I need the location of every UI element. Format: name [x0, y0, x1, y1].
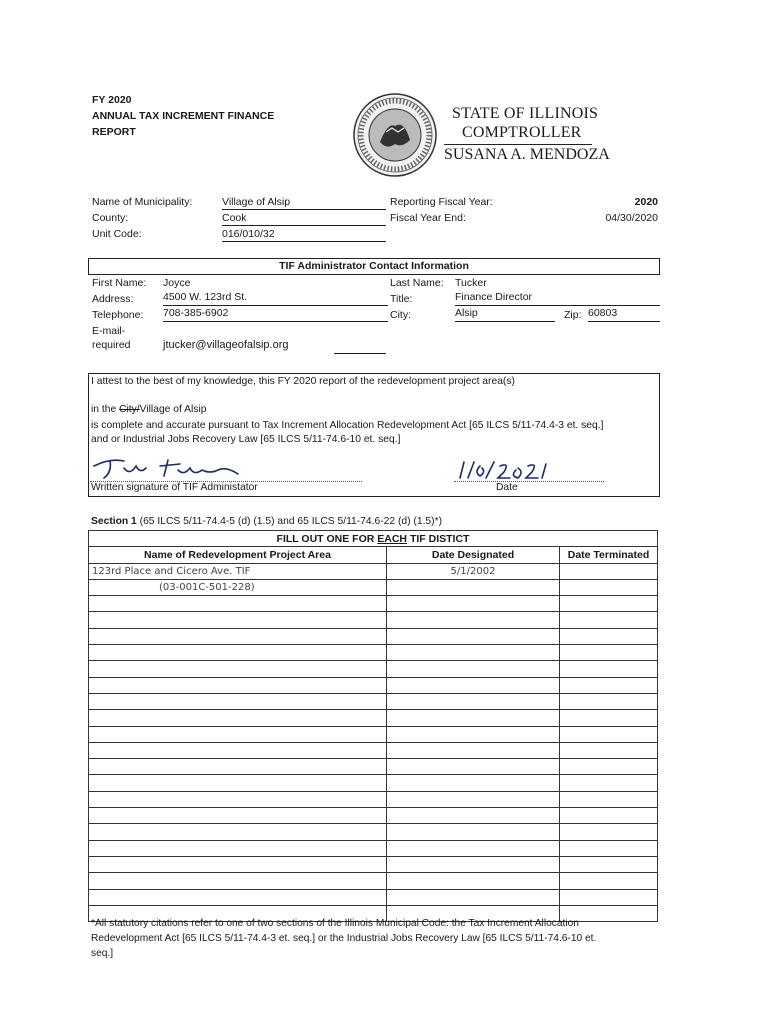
fiscal-year-end-label: Fiscal Year End: [390, 212, 466, 224]
section1-label: Section 1 [91, 516, 137, 527]
table-row [89, 596, 658, 612]
fiscal-year-end-value[interactable]: 04/30/2020 [605, 212, 658, 224]
project-area-name-cell[interactable]: 123rd Place and Cicero Ave. TIF [89, 563, 387, 579]
empty-cell[interactable] [89, 693, 387, 709]
fill-suffix: TIF DISTICT [407, 532, 470, 545]
address-value[interactable]: 4500 W. 123rd St. [163, 291, 388, 306]
empty-cell[interactable] [89, 856, 387, 872]
report-title-line1: ANNUAL TAX INCREMENT FINANCE [92, 110, 275, 122]
empty-cell[interactable] [387, 612, 560, 628]
date-label: Date [496, 482, 518, 493]
empty-cell[interactable] [387, 677, 560, 693]
col-header-date-designated: Date Designated [387, 547, 560, 563]
last-name-label: Last Name: [390, 277, 444, 289]
footnote-line2: Redevelopment Act [65 ILCS 5/11-74.4-3 et. seq.] or the Industrial Jobs Recovery Law [65 ILCS 5/11-74.6-10 et. [91, 933, 597, 944]
footnote-line1: *All statutory citations refer to one of two sections of the Illinois Municipal Code: the Tax Increment Allocation [91, 918, 579, 929]
empty-cell[interactable] [387, 628, 560, 644]
empty-cell[interactable] [560, 612, 658, 628]
table-row [89, 677, 658, 693]
empty-cell[interactable] [89, 775, 387, 791]
attest-struck-city: City/ [119, 404, 140, 415]
comptroller-divider [444, 144, 592, 145]
fiscal-year-label: Reporting Fiscal Year: [390, 196, 493, 208]
empty-cell[interactable] [89, 612, 387, 628]
empty-cell[interactable] [560, 808, 658, 824]
empty-cell[interactable] [89, 628, 387, 644]
empty-cell[interactable] [560, 726, 658, 742]
date-designated-cell[interactable]: 5/1/2002 [387, 563, 560, 579]
unit-code-value[interactable]: 016/010/32 [222, 228, 386, 242]
empty-cell[interactable] [560, 742, 658, 758]
empty-cell[interactable] [560, 645, 658, 661]
date-terminated-cell[interactable] [560, 563, 658, 579]
empty-cell[interactable] [387, 710, 560, 726]
col-header-date-terminated: Date Terminated [560, 547, 658, 563]
empty-cell[interactable] [89, 840, 387, 856]
empty-cell[interactable] [560, 628, 658, 644]
empty-cell[interactable] [560, 889, 658, 905]
col-header-project-area: Name of Redevelopment Project Area [89, 547, 387, 563]
empty-cell[interactable] [387, 791, 560, 807]
empty-cell[interactable] [560, 693, 658, 709]
comptroller-block [452, 104, 598, 142]
empty-cell[interactable] [560, 759, 658, 775]
section1-heading [91, 516, 442, 527]
empty-cell[interactable] [560, 596, 658, 612]
table-row [89, 742, 658, 758]
empty-cell[interactable] [89, 661, 387, 677]
telephone-label: Telephone: [92, 309, 144, 321]
attest-line2 [91, 404, 206, 415]
comptroller-name: SUSANA A. MENDOZA [444, 146, 610, 163]
empty-cell[interactable] [387, 726, 560, 742]
first-name-label: First Name: [92, 277, 147, 289]
handwritten-signature[interactable] [90, 452, 270, 482]
empty-cell[interactable] [89, 873, 387, 889]
attest-line4: and or Industrial Jobs Recovery Law [65 ILCS 5/11-74.6-10 et. seq.] [91, 434, 401, 445]
table-row [89, 693, 658, 709]
tif-district-table [88, 530, 658, 922]
comptroller-title: COMPTROLLER [462, 124, 582, 141]
empty-cell[interactable] [89, 742, 387, 758]
state-name: STATE OF ILLINOIS [452, 105, 599, 122]
table-row [89, 808, 658, 824]
handwritten-date[interactable] [454, 456, 574, 482]
empty-cell[interactable] [560, 677, 658, 693]
table-row [89, 726, 658, 742]
last-name-value[interactable]: Tucker [455, 277, 487, 289]
table-row [89, 563, 658, 579]
municipality-name-value[interactable]: Village of Alsip [222, 196, 386, 210]
address-label: Address: [92, 293, 134, 305]
table-row [89, 710, 658, 726]
empty-cell[interactable] [387, 889, 560, 905]
zip-label: Zip: [564, 309, 582, 321]
fill-instruction-header [89, 531, 658, 547]
empty-cell[interactable] [387, 856, 560, 872]
empty-cell[interactable] [560, 775, 658, 791]
empty-cell[interactable] [560, 661, 658, 677]
footnote-line3: seq.] [91, 948, 114, 959]
empty-cell[interactable] [387, 693, 560, 709]
attest-line3: is complete and accurate pursuant to Tax Increment Allocation Redevelopment Act [65 ILCS 5/11-74.4-3 et. seq.] [91, 420, 604, 431]
empty-cell[interactable] [89, 824, 387, 840]
table-row [89, 856, 658, 872]
empty-cell[interactable] [387, 873, 560, 889]
zip-value[interactable]: 60803 [588, 307, 660, 322]
empty-cell[interactable] [89, 791, 387, 807]
footnote [91, 916, 596, 961]
table-row [89, 628, 658, 644]
date-line [454, 481, 604, 482]
title-label: Title: [390, 293, 413, 305]
empty-cell[interactable] [89, 726, 387, 742]
fill-each: EACH [377, 532, 408, 545]
table-row [89, 579, 658, 595]
fiscal-year-title: FY 2020 [92, 94, 132, 106]
county-value[interactable]: Cook [222, 212, 386, 226]
report-header [92, 92, 274, 140]
signature-label: Written signature of TIF Administator [91, 482, 258, 493]
attest-line2-prefix: in the [91, 404, 120, 415]
email-label-line1: E-mail- [92, 325, 126, 337]
date-designated-cell[interactable] [387, 579, 560, 595]
attest-village-name: Village of Alsip [139, 404, 207, 415]
city-label: City: [390, 309, 411, 321]
telephone-value[interactable]: 708-385-6902 [163, 307, 388, 322]
table-row [89, 661, 658, 677]
empty-cell[interactable] [560, 791, 658, 807]
empty-cell[interactable] [560, 710, 658, 726]
city-value[interactable]: Alsip [455, 307, 555, 322]
empty-cell[interactable] [387, 759, 560, 775]
empty-cell[interactable] [560, 873, 658, 889]
email-label-line2: required [92, 339, 131, 351]
empty-cell[interactable] [89, 710, 387, 726]
empty-cell[interactable] [89, 889, 387, 905]
fiscal-year-value[interactable]: 2020 [634, 196, 658, 208]
empty-cell[interactable] [387, 775, 560, 791]
empty-cell[interactable] [387, 661, 560, 677]
email-underline [334, 353, 386, 354]
table-row [89, 612, 658, 628]
empty-cell[interactable] [387, 808, 560, 824]
municipality-name-label: Name of Municipality: [92, 196, 193, 208]
empty-cell[interactable] [89, 596, 387, 612]
empty-cell[interactable] [387, 824, 560, 840]
empty-cell[interactable] [89, 645, 387, 661]
table-row [89, 824, 658, 840]
empty-cell[interactable] [387, 742, 560, 758]
date-terminated-cell[interactable] [560, 579, 658, 595]
attest-line1: I attest to the best of my knowledge, this FY 2020 report of the redevelopment project area(s) [91, 376, 515, 387]
empty-cell[interactable] [387, 840, 560, 856]
table-row [89, 791, 658, 807]
section1-citation: (65 ILCS 5/11-74.4-5 (d) (1.5) and 65 ILCS 5/11-74.6-22 (d) (1.5)*) [136, 516, 443, 527]
state-seal-icon [352, 92, 438, 178]
table-row [89, 645, 658, 661]
empty-cell[interactable] [89, 808, 387, 824]
unit-code-label: Unit Code: [92, 228, 142, 240]
empty-cell[interactable] [560, 840, 658, 856]
project-area-name-cell[interactable]: (03-001C-501-228) [89, 579, 387, 595]
empty-cell[interactable] [387, 645, 560, 661]
title-value[interactable]: Finance Director [455, 291, 660, 306]
empty-cell[interactable] [560, 856, 658, 872]
county-label: County: [92, 212, 129, 224]
admin-contact-title: TIF Administrator Contact Information [279, 260, 469, 272]
table-row [89, 775, 658, 791]
table-row [89, 840, 658, 856]
table-row [89, 889, 658, 905]
email-value[interactable]: jtucker@villageofalsip.org [163, 339, 289, 351]
empty-cell[interactable] [560, 824, 658, 840]
empty-cell[interactable] [89, 677, 387, 693]
report-title-line2: REPORT [92, 126, 136, 138]
first-name-value[interactable]: Joyce [163, 277, 191, 289]
table-row [89, 873, 658, 889]
empty-cell[interactable] [387, 596, 560, 612]
fill-prefix: FILL OUT ONE FOR [276, 532, 378, 545]
empty-cell[interactable] [89, 759, 387, 775]
table-row [89, 759, 658, 775]
